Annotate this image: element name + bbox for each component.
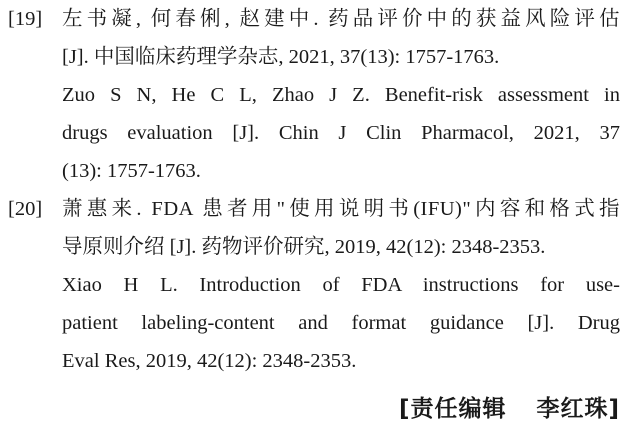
reference-line: drugs evaluation [J]. Chin J Clin Pharmacol, 2021, 37 — [62, 122, 620, 144]
editor-credit — [399, 389, 620, 429]
reference-line: Zuo S N, He C L, Zhao J Z. Benefit-risk assessment in — [62, 84, 620, 106]
editor-role: 责任编辑 — [410, 396, 507, 422]
reference-body — [62, 0, 620, 190]
editor-name: 李红珠 — [536, 396, 609, 422]
reference-line: patient labeling-content and format guidance [J]. Drug — [62, 312, 620, 334]
reference-line: 萧惠来. FDA 患者用"使用说明书(IFU)"内容和格式指 — [62, 198, 620, 220]
reference-line: Eval Res, 2019, 42(12): 2348-2353. — [62, 350, 357, 372]
reference-number: [20] — [8, 198, 43, 220]
reference-line: (13): 1757-1763. — [62, 160, 201, 182]
reference-line: Xiao H L. Introduction of FDA instructions for use- — [62, 274, 620, 296]
reference-line: 导原则介绍 [J]. 药物评价研究, 2019, 42(12): 2348-2353. — [62, 236, 546, 258]
editor-close-bracket: ] — [608, 396, 620, 422]
reference-body — [62, 190, 620, 380]
editor-open-bracket: [ — [398, 396, 411, 422]
reference-line: [J]. 中国临床药理学杂志, 2021, 37(13): 1757-1763. — [62, 46, 500, 68]
reference-line: 左书凝, 何春俐, 赵建中. 药品评价中的获益风险评估 — [62, 8, 620, 30]
reference-number: [19] — [8, 8, 43, 30]
